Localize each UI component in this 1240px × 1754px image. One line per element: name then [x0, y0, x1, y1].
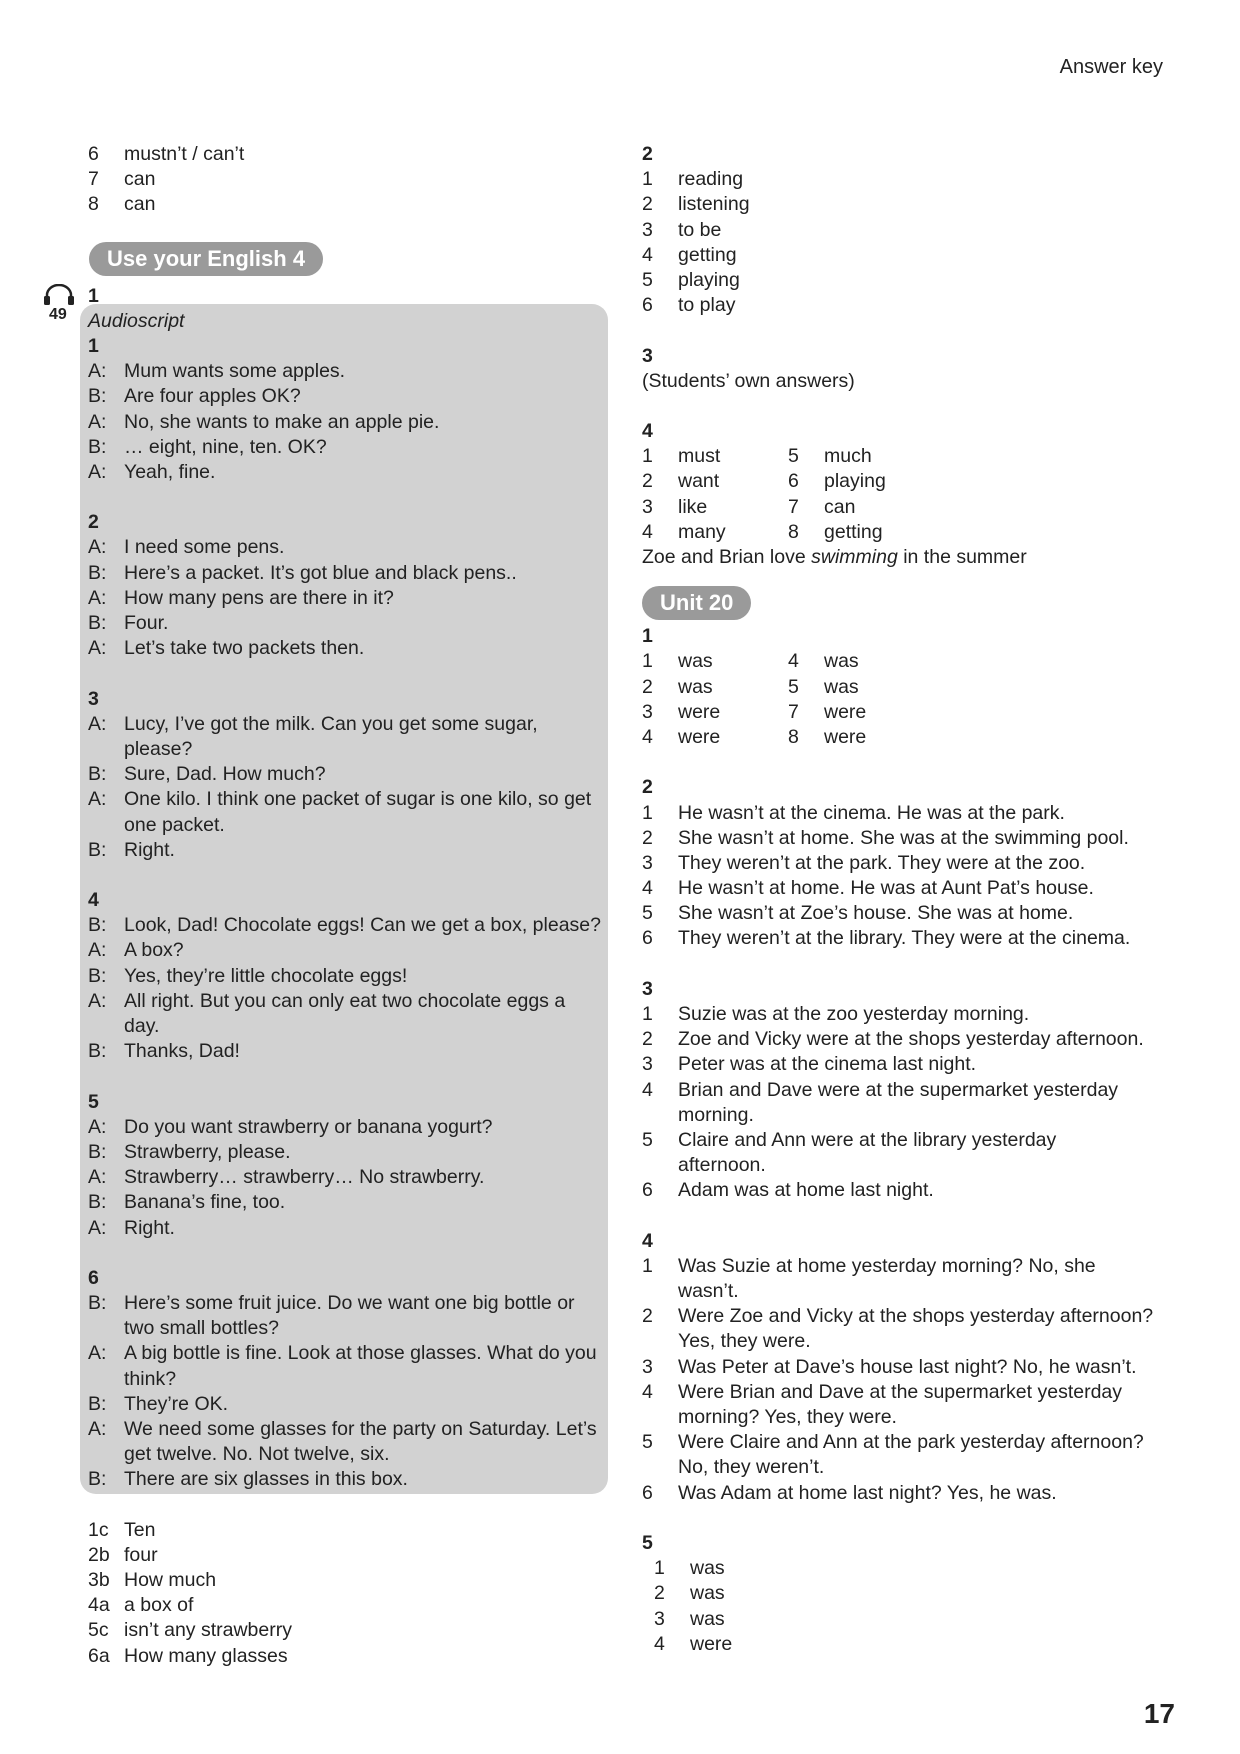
item-label: B:	[88, 612, 107, 634]
item-label: A:	[88, 1418, 107, 1440]
item-label: 3b	[88, 1568, 110, 1591]
dialogue-line	[88, 813, 608, 838]
two-column-list	[642, 649, 1162, 750]
item-label: 3	[642, 1053, 653, 1076]
item-text: One kilo. I think one packet of sugar is one kilo, so get	[124, 788, 592, 811]
item-text: was	[824, 675, 859, 698]
dialogue-line	[88, 1367, 608, 1392]
dialogue-line	[88, 1392, 608, 1417]
item-label: 6	[642, 1179, 653, 1202]
item-label: 8	[788, 520, 799, 543]
item-label: 5	[642, 1431, 653, 1454]
item-text: were	[824, 725, 867, 748]
item-text: We need some glasses for the party on Saturday. Let’s	[124, 1418, 597, 1440]
item-text: He wasn’t at home. He was at Aunt Pat’s house.	[678, 877, 1094, 900]
item-label: 2	[642, 675, 653, 698]
exercise-sentence: Zoe and Brian love swimming in the summer	[642, 546, 1027, 568]
list-item	[642, 1128, 1162, 1153]
item-text: … eight, nine, ten. OK?	[124, 435, 327, 458]
dialogue-number: 3	[88, 687, 99, 710]
dialogue-line	[88, 1190, 608, 1215]
item-label: 4	[642, 1078, 653, 1101]
audioscript-label: Audioscript	[88, 309, 185, 332]
item-text: were	[678, 725, 721, 748]
dialogue-line	[88, 838, 608, 863]
item-text: getting	[678, 243, 737, 266]
dialogue-number: 1	[88, 334, 99, 357]
item-label: 4	[642, 1380, 653, 1403]
list-item	[642, 1380, 1162, 1405]
item-text: Here’s a packet. It’s got blue and black pens..	[124, 561, 517, 584]
dialogue-line	[88, 359, 608, 384]
item-label: 6	[642, 1481, 653, 1504]
page-number: 17	[1143, 1698, 1175, 1729]
item-text: I need some pens.	[124, 536, 285, 559]
item-text: to be	[678, 218, 722, 241]
item-text: much	[824, 445, 872, 468]
item-label: 3	[642, 218, 653, 241]
item-label: 7	[788, 700, 799, 723]
item-text: Yes, they’re little chocolate eggs!	[124, 964, 408, 987]
dialogue-number: 2	[88, 511, 99, 534]
dialogue-line	[88, 1014, 608, 1039]
item-text: How much	[124, 1568, 217, 1591]
list-item	[642, 675, 1162, 700]
item-text: one packet.	[124, 813, 225, 836]
list-item	[88, 1543, 608, 1568]
item-label: A:	[88, 637, 107, 660]
item-text: must	[678, 445, 721, 468]
item-text: No, she wants to make an apple pie.	[124, 410, 440, 433]
item-label: 4	[642, 877, 653, 900]
item-text: They weren’t at the library. They were at the cinema.	[678, 927, 1131, 950]
dialogue-line	[88, 1165, 608, 1190]
dialogue-line	[88, 1442, 608, 1467]
exercise-text: (Students’ own answers)	[642, 369, 855, 392]
item-label: 2	[642, 1028, 653, 1051]
dialogue-line	[88, 938, 608, 963]
dialogue-line	[88, 410, 608, 435]
item-text: Look, Dad! Chocolate eggs! Can we get a box, please?	[124, 914, 601, 937]
item-label: 1	[642, 801, 653, 824]
item-text: wasn’t.	[678, 1280, 739, 1303]
item-label: B:	[88, 561, 107, 584]
item-text: was	[824, 650, 859, 673]
list-item	[642, 700, 1162, 725]
item-text: Thanks, Dad!	[124, 1040, 240, 1063]
item-text: Right.	[124, 1216, 175, 1239]
item-text: No, they weren’t.	[678, 1456, 825, 1479]
list-item	[642, 1052, 1162, 1077]
exercise-heading: 5	[642, 1531, 653, 1554]
list-item	[642, 268, 1162, 293]
dialogue-line	[88, 787, 608, 812]
item-text: He wasn’t at the cinema. He was at the park.	[678, 801, 1065, 824]
list-item	[642, 801, 1162, 826]
item-text: day.	[124, 1015, 160, 1037]
list-item: 7 can	[88, 168, 156, 191]
list-item	[88, 1593, 608, 1618]
item-text: listening	[678, 193, 750, 216]
item-label: 2	[654, 1582, 665, 1605]
item-text: Banana’s fine, too.	[124, 1191, 286, 1214]
list-item	[642, 901, 1162, 926]
item-label: B:	[88, 1468, 107, 1491]
dialogue-line	[88, 1140, 608, 1165]
list-item	[642, 926, 1162, 951]
item-label: B:	[88, 964, 107, 987]
list-item	[642, 1430, 1162, 1455]
item-text: was	[690, 1582, 725, 1605]
dialogue-number: 4	[88, 889, 99, 912]
dialogue-line	[88, 737, 608, 762]
item-text: morning? Yes, they were.	[678, 1406, 897, 1428]
item-text: Were Claire and Ann at the park yesterday afternoon?	[678, 1431, 1144, 1454]
list-item	[642, 725, 1162, 750]
item-text: Here’s some fruit juice. Do we want one big bottle or	[124, 1292, 575, 1315]
dialogue-line	[88, 989, 608, 1014]
dialogue-line	[88, 712, 608, 737]
list-item	[642, 1455, 1162, 1480]
item-label: A:	[88, 1166, 107, 1189]
item-text: were	[678, 700, 721, 723]
dialogue-line	[88, 762, 608, 787]
item-text: Right.	[124, 838, 175, 861]
item-text: Were Brian and Dave at the supermarket yesterday	[678, 1380, 1123, 1403]
exercise-list	[642, 1556, 1162, 1657]
item-label: 3	[642, 851, 653, 874]
item-text: playing	[824, 470, 886, 493]
item-label: A:	[88, 989, 107, 1012]
dialogue-line	[88, 964, 608, 989]
item-text: Sure, Dad. How much?	[124, 763, 326, 786]
track-number: 49	[49, 306, 67, 323]
item-label: 1c	[88, 1518, 109, 1541]
item-text: Ten	[124, 1518, 156, 1541]
item-text: They weren’t at the park. They were at the zoo.	[678, 851, 1086, 874]
page-header: Answer key	[1059, 56, 1163, 78]
item-text: were	[690, 1632, 733, 1655]
item-label: 1	[654, 1557, 665, 1580]
item-text: Strawberry, please.	[124, 1140, 291, 1163]
list-item	[642, 218, 1162, 243]
dialogue-line	[88, 1341, 608, 1366]
dialogue-line	[88, 1039, 608, 1064]
headphones-icon	[42, 284, 76, 306]
list-item	[642, 293, 1162, 318]
list-item	[642, 469, 1162, 494]
list-item	[88, 1618, 608, 1643]
exercise-heading: 2	[642, 776, 653, 799]
item-text: Four.	[124, 612, 169, 634]
item-label: A:	[88, 1342, 107, 1365]
item-label: 5c	[88, 1619, 109, 1642]
item-text: Yeah, fine.	[124, 460, 216, 483]
item-text: isn’t any strawberry	[124, 1619, 292, 1642]
item-label: A:	[88, 410, 107, 433]
item-label: 3	[642, 495, 653, 518]
item-label: 2	[642, 826, 653, 849]
item-text: Strawberry… strawberry… No strawberry.	[124, 1166, 485, 1189]
exercise-list	[642, 1002, 1162, 1204]
item-text: Was Adam at home last night? Yes, he was.	[678, 1481, 1057, 1504]
list-item	[642, 1304, 1162, 1329]
exercise-heading: 4	[642, 420, 653, 443]
two-column-list	[642, 444, 1162, 545]
list-item	[654, 1581, 1162, 1606]
item-text: How many glasses	[124, 1644, 288, 1667]
item-label: 8	[788, 725, 799, 748]
item-label: 5	[642, 268, 653, 291]
item-label: 3	[642, 700, 653, 723]
item-label: B:	[88, 1040, 107, 1063]
list-item	[642, 1078, 1162, 1103]
item-label: 7	[788, 495, 799, 518]
item-text: Claire and Ann were at the library yesterday	[678, 1128, 1057, 1151]
list-item	[642, 1329, 1162, 1354]
item-text: was	[678, 650, 713, 673]
item-label: 1	[642, 445, 653, 468]
item-label: 1	[642, 168, 653, 191]
right-column	[642, 142, 1162, 1657]
list-item	[642, 243, 1162, 268]
list-item	[642, 167, 1162, 192]
item-text: A box?	[124, 939, 184, 962]
list-item	[654, 1632, 1162, 1657]
item-label: B:	[88, 838, 107, 861]
item-label: A:	[88, 1115, 107, 1138]
list-item	[642, 1254, 1162, 1279]
item-text: Are four apples OK?	[124, 385, 301, 408]
item-text: Suzie was at the zoo yesterday morning.	[678, 1003, 1030, 1025]
item-label: A:	[88, 536, 107, 559]
unit-title: Unit 20	[642, 586, 751, 620]
item-label: 1	[642, 1003, 653, 1025]
item-text: get twelve. No. Not twelve, six.	[124, 1443, 390, 1466]
item-text: Zoe and Vicky were at the shops yesterday afternoon.	[678, 1028, 1144, 1051]
item-label: 5	[642, 1128, 653, 1151]
item-label: A:	[88, 939, 107, 962]
item-text: Mum wants some apples.	[124, 360, 346, 383]
item-label: 6a	[88, 1644, 110, 1667]
list-item	[642, 1405, 1162, 1430]
list-item	[642, 1355, 1162, 1380]
item-label: A:	[88, 360, 107, 383]
item-text: Yes, they were.	[678, 1330, 811, 1353]
item-text: They’re OK.	[124, 1392, 229, 1415]
exercise-heading: 3	[642, 977, 653, 1000]
exercise-list	[642, 167, 1162, 318]
item-label: B:	[88, 763, 107, 786]
item-label: 4	[642, 243, 653, 266]
item-label: B:	[88, 914, 107, 937]
item-label: 2	[642, 1305, 653, 1328]
item-text: morning.	[678, 1103, 754, 1126]
item-text: Do you want strawberry or banana yogurt?	[124, 1115, 493, 1138]
dialogues	[88, 334, 608, 1493]
item-text: getting	[824, 520, 883, 543]
dialogue-line	[88, 1467, 608, 1492]
list-item: 6 mustn’t / can’t	[88, 143, 245, 165]
item-text: was	[690, 1557, 725, 1580]
item-label: 2b	[88, 1543, 110, 1566]
item-text: Were Zoe and Vicky at the shops yesterday afternoon?	[678, 1305, 1154, 1328]
item-text: A big bottle is fine. Look at those glasses. What do you	[124, 1342, 597, 1365]
dialogue-line	[88, 535, 608, 560]
item-text: was	[690, 1607, 725, 1630]
item-text: Peter was at the cinema last night.	[678, 1053, 977, 1076]
list-item	[642, 444, 1162, 469]
item-text: There are six glasses in this box.	[124, 1468, 408, 1491]
item-label: 4	[654, 1632, 665, 1655]
item-label: 3	[642, 1355, 653, 1378]
item-label: 5	[642, 902, 653, 925]
item-label: A:	[88, 712, 107, 735]
item-label: 5	[788, 445, 799, 468]
item-text: can	[824, 495, 856, 518]
section-title: Use your English 4	[89, 242, 323, 276]
item-label: A:	[88, 586, 107, 609]
item-label: 4	[642, 520, 653, 543]
dialogue-line	[88, 1115, 608, 1140]
exercise-list	[642, 801, 1162, 952]
list-item	[642, 1027, 1162, 1052]
item-text: like	[678, 495, 708, 518]
list-item	[642, 1153, 1162, 1178]
dialogue-line	[88, 611, 608, 636]
item-text: playing	[678, 268, 740, 291]
item-text: want	[678, 470, 720, 493]
list-item	[642, 876, 1162, 901]
list-item	[642, 1178, 1162, 1203]
exercise-number: 1	[88, 284, 99, 307]
dialogue-line	[88, 636, 608, 661]
list-item	[642, 495, 1162, 520]
exercise-heading: 4	[642, 1229, 653, 1252]
dialogue-line	[88, 460, 608, 485]
item-text: a box of	[124, 1594, 194, 1617]
list-item	[88, 1518, 608, 1543]
item-label: 4	[642, 725, 653, 748]
dialogue-number: 6	[88, 1266, 99, 1289]
answers-list	[88, 1518, 608, 1669]
dialogue-line	[88, 1291, 608, 1316]
exercise-heading: 3	[642, 344, 653, 367]
list-item	[88, 1644, 608, 1669]
item-label: B:	[88, 1292, 107, 1315]
item-text: Lucy, I’ve got the milk. Can you get some sugar,	[124, 712, 538, 735]
list-item	[88, 1568, 608, 1593]
item-label: 5	[788, 675, 799, 698]
item-label: 1	[642, 1254, 653, 1277]
exercise-list	[642, 1254, 1162, 1506]
item-text: How many pens are there in it?	[124, 586, 394, 609]
exercise-heading: 2	[642, 143, 653, 165]
item-text: All right. But you can only eat two chocolate eggs a	[124, 989, 566, 1012]
list-item	[642, 649, 1162, 674]
item-text: Was Suzie at home yesterday morning? No, she	[678, 1254, 1096, 1277]
list-item	[642, 1103, 1162, 1128]
list-item	[642, 520, 1162, 545]
item-text: think?	[124, 1367, 177, 1390]
item-text: reading	[678, 168, 744, 191]
item-label: 4	[788, 650, 799, 673]
item-label: 2	[642, 193, 653, 216]
list-item	[642, 1002, 1162, 1027]
item-text: She wasn’t at home. She was at the swimming pool.	[678, 826, 1129, 849]
dialogue-line	[88, 1417, 608, 1442]
item-label: B:	[88, 385, 107, 408]
dialogue-number: 5	[88, 1090, 99, 1113]
list-item	[654, 1556, 1162, 1581]
dialogue-line	[88, 561, 608, 586]
item-text: were	[824, 700, 867, 723]
item-label: 2	[642, 470, 653, 493]
dialogue-line	[88, 586, 608, 611]
dialogue-line	[88, 384, 608, 409]
item-label: 4a	[88, 1594, 110, 1617]
item-text: Adam was at home last night.	[678, 1179, 934, 1202]
list-item	[654, 1607, 1162, 1632]
list-item	[642, 192, 1162, 217]
list-item	[642, 851, 1162, 876]
item-label: A:	[88, 1216, 107, 1239]
item-text: Brian and Dave were at the supermarket yesterday	[678, 1078, 1119, 1101]
dialogue-line	[88, 913, 608, 938]
list-item	[642, 1481, 1162, 1506]
item-text: to play	[678, 294, 736, 317]
dialogue-line	[88, 1316, 608, 1341]
left-column	[88, 142, 608, 1669]
item-text: afternoon.	[678, 1154, 766, 1177]
item-text: She wasn’t at Zoe’s house. She was at home.	[678, 902, 1074, 925]
item-text: two small bottles?	[124, 1317, 279, 1340]
item-label: 3	[654, 1607, 665, 1630]
item-label: B:	[88, 1140, 107, 1163]
item-text: please?	[124, 737, 193, 760]
list-item	[642, 826, 1162, 851]
item-label: A:	[88, 460, 107, 483]
item-label: 1	[642, 650, 653, 673]
item-label: 6	[642, 927, 653, 950]
item-text: Was Peter at Dave’s house last night? No, he wasn’t.	[678, 1355, 1137, 1378]
dialogue-line	[88, 1216, 608, 1241]
item-text: was	[678, 675, 713, 698]
item-label: B:	[88, 1392, 107, 1415]
item-label: A:	[88, 788, 107, 811]
item-text: many	[678, 520, 726, 543]
list-item	[642, 1279, 1162, 1304]
list-item: 8 can	[88, 193, 156, 216]
item-text: Let’s take two packets then.	[124, 637, 365, 660]
dialogue-line	[88, 435, 608, 460]
item-label: 6	[642, 294, 653, 317]
item-label: B:	[88, 435, 107, 458]
exercise-heading: 1	[642, 625, 653, 648]
item-label: 6	[788, 470, 799, 493]
item-text: four	[124, 1543, 158, 1566]
item-label: B:	[88, 1191, 107, 1214]
